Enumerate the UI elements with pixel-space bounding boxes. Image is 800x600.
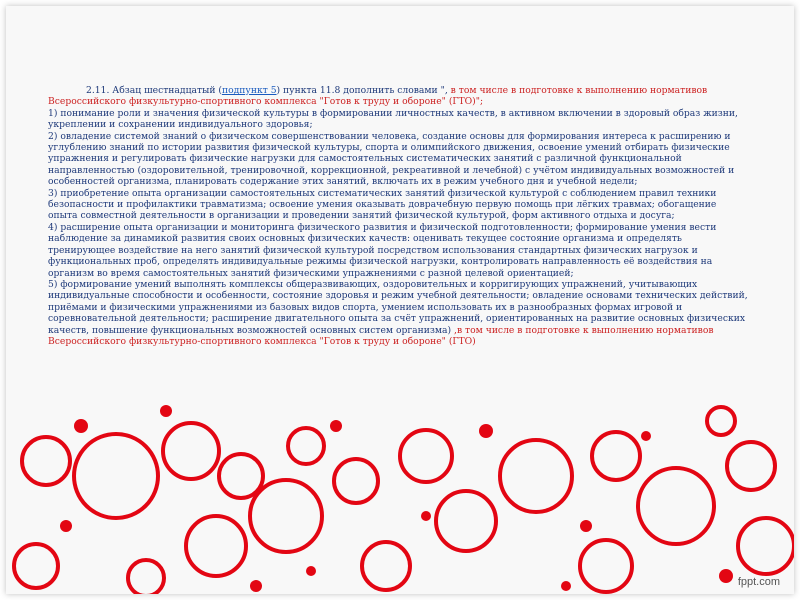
added-words-highlight: в том числе в подготовке к выполнению нормативов Всероссийского физкультурно-спортивного комплекса "Готов к труду и обороне" (ГТО)";: [48, 85, 708, 108]
list-item-5-text: 5) формирование умений выполнять комплексы общеразвивающих, оздоровительных и корригирующих упражнений, учитывающих индивидуальные способности и особенности, состояние здоровья и режим учебной деятельности; овладение основами технических действий, приёмами и физическими упражнениями из базовых видов спорта, умением использовать их в разнообразных формах игровой и соревновательной деятельности; расширение двигательного опыта за счёт упражнений, ориентированных на развитие основных физических качеств, повышение функциональных возможностей основных систем организма): [48, 278, 748, 336]
document-text: [48, 85, 748, 347]
paragraph-mid: ) пункта 11.8 дополнить словами ",: [276, 85, 448, 96]
list-item-5-added-words: ,в том числе в подготовке к выполнению нормативов Всероссийского физкультурно-спортивного комплекса "Готов к труду и обороне" (ГТО): [48, 324, 714, 347]
brand-watermark: fppt.com: [737, 576, 780, 588]
list-item-1: 1) понимание роли и значения физической культуры в формировании личностных качеств, в активном включении в здоровый образ жизни, укреплении и сохранении индивидуального здоровья;: [48, 107, 738, 131]
list-item-3: 3) приобретение опыта организации самостоятельных систематических занятий физической культурой с соблюдением правил техники безопасности и профилактики травматизма; освоение умения оказывать доврачебную первую помощь при лёгких травмах; обогащение опыта совместной деятельности в организации и проведении занятий физической культурой, форм активного отдыха и досуга;: [48, 187, 717, 222]
slide: [6, 6, 794, 594]
list-item-4: 4) расширение опыта организации и мониторинга физического развития и физической подготовленности; формирование умения вести наблюдение за динамикой развития своих основных физических качеств: оценивать текущее состояние организма и определять тренирующее воздействие на него занятий физической культурой посредством использования стандартных физических нагрузок и функциональных проб, определять индивидуальные режимы физической нагрузки, контролировать направленность её воздействия на организм во время самостоятельных занятий физическими упражнениями с разной целевой ориентацией;: [48, 221, 717, 279]
list-item-2: 2) овладение системой знаний о физическом совершенствовании человека, создание основы для формирования интереса к расширению и углублению знаний по истории развития физической культуры, спорта и олимпийского движения, освоение умений отбирать физические упражнения и регулировать физические нагрузки для самостоятельных систематических занятий с различной функциональной направленностью (оздоровительной, тренировочной, коррекционной, рекреативной и лечебной) с учётом индивидуальных возможностей и особенностей организма, планировать содержание этих занятий, включать их в режим учебного дня и учебной недели;: [48, 130, 735, 188]
subparagraph-5-link[interactable]: подпункт 5: [221, 85, 277, 96]
list-item-5: [48, 279, 748, 347]
paragraph-prefix: 2.11. Абзац шестнадцатый (: [86, 85, 222, 96]
amendment-paragraph: [48, 85, 748, 108]
